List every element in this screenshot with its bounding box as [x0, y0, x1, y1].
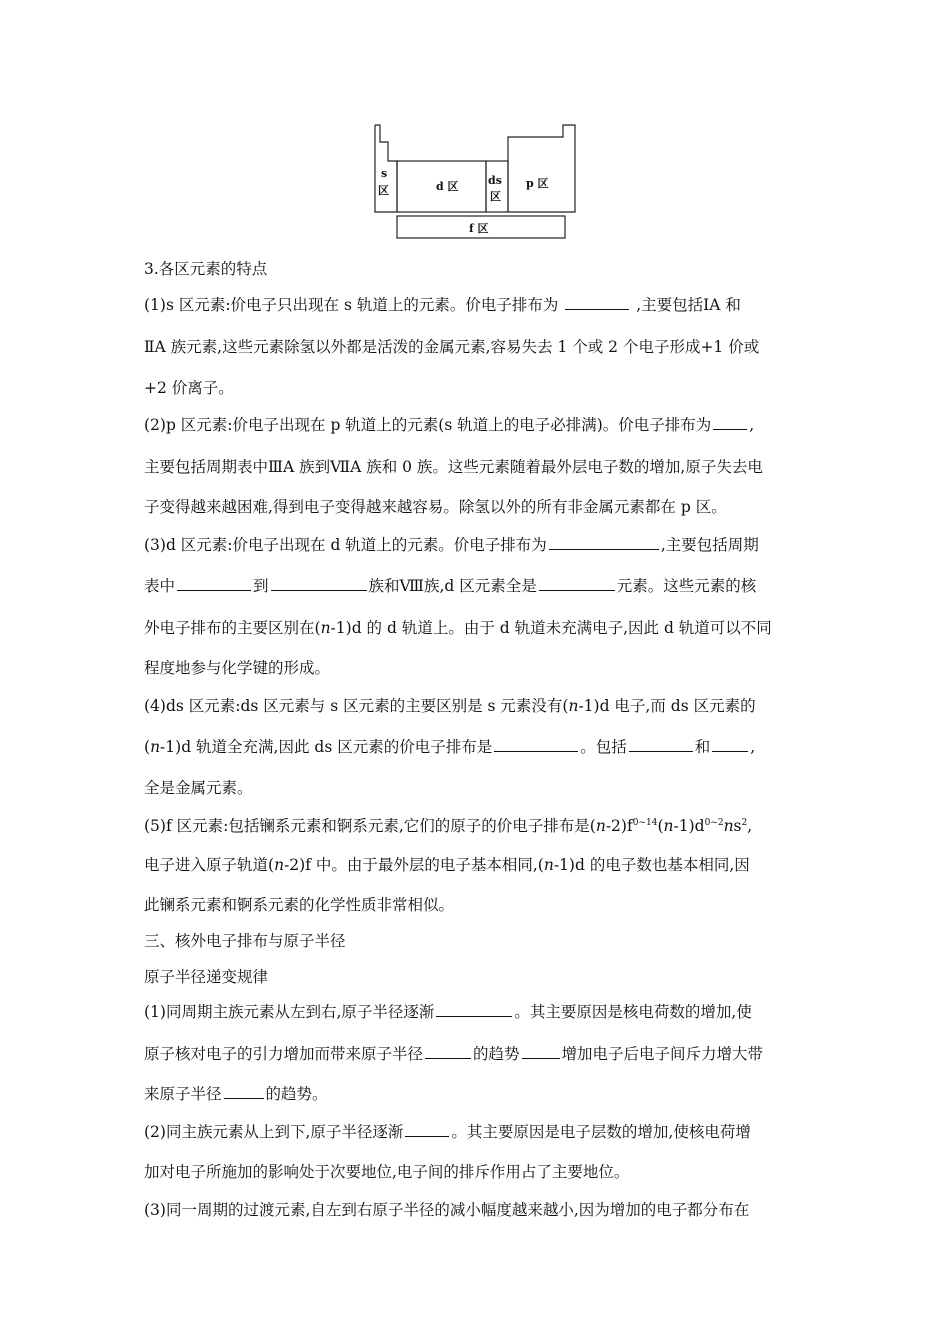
section-heading-three — [144, 930, 346, 952]
answer-blank[interactable] — [712, 736, 748, 752]
italic-n: n — [663, 817, 674, 835]
paragraph-line — [144, 575, 756, 597]
answer-blank[interactable] — [405, 1121, 449, 1137]
d-block-label: d 区 — [436, 180, 459, 193]
p-block-label: p 区 — [526, 177, 549, 190]
paragraph-line — [144, 1001, 752, 1023]
paragraph-line — [144, 414, 754, 436]
text-span: 外电子排布的主要区别在( — [144, 619, 321, 637]
text-span: 表中 — [144, 577, 176, 595]
text-span: -2)f — [605, 817, 633, 835]
answer-blank[interactable] — [522, 1043, 560, 1059]
italic-n: n — [274, 856, 285, 874]
text-span: 。其主要原因是核电荷数的增加,使 — [514, 1003, 752, 1021]
text-span: 和 — [694, 738, 711, 756]
paragraph-line — [144, 1043, 763, 1065]
text-span: +2 价离子。 — [144, 379, 234, 397]
paragraph-line — [144, 1199, 749, 1221]
text-span: 3.各区元素的特点 — [144, 260, 268, 278]
answer-blank[interactable] — [539, 575, 615, 591]
italic-n: n — [543, 856, 554, 874]
text-span: (3)d 区元素:价电子出现在 d 轨道上的元素。价电子排布为 — [144, 536, 547, 554]
ds-block-sub-label: 区 — [490, 190, 501, 203]
subheading — [144, 966, 268, 988]
paragraph-line — [144, 815, 752, 837]
s-block-sub-label: 区 — [378, 184, 389, 197]
text-span: (1)s 区元素:价电子只出现在 s 轨道上的元素。价电子排布为 — [144, 296, 559, 314]
text-span: 三、核外电子排布与原子半径 — [144, 932, 346, 950]
text-span: ,主要包括ⅠA 和 — [636, 296, 741, 314]
text-span: 全是金属元素。 — [144, 779, 253, 797]
text-span: 到 — [253, 577, 269, 595]
text-span: (1)同周期主族元素从左到右,原子半径逐渐 — [144, 1003, 435, 1021]
text-span: 原子核对电子的引力增加而带来原子半径 — [144, 1045, 424, 1063]
answer-blank[interactable] — [177, 575, 251, 591]
answer-blank[interactable] — [425, 1043, 471, 1059]
answer-blank[interactable] — [271, 575, 367, 591]
paragraph-line — [144, 336, 759, 358]
paragraph-line — [144, 657, 330, 679]
italic-n: n — [568, 697, 579, 715]
periodic-table-block-diagram — [370, 120, 582, 245]
text-span: (5)f 区元素:包括镧系元素和锕系元素,它们的原子的价电子排布是( — [144, 817, 596, 835]
text-span: -1)d 的电子数也基本相同,因 — [553, 856, 750, 874]
text-span: 子变得越来越困难,得到电子变得越来越容易。除氢以外的所有非金属元素都在 p 区。 — [144, 498, 727, 516]
text-span: 程度地参与化学键的形成。 — [144, 659, 331, 677]
text-span: 的趋势。 — [265, 1085, 328, 1103]
text-span: -1)d 轨道全充满,因此 ds 区元素的价电子排布是 — [160, 738, 493, 756]
answer-blank[interactable] — [629, 736, 693, 752]
text-span: 元素。这些元素的核 — [616, 577, 757, 595]
italic-n: n — [150, 738, 161, 756]
text-span: ( — [144, 738, 151, 756]
text-span: ( — [657, 817, 664, 835]
text-span: 来原子半径 — [144, 1085, 222, 1103]
paragraph-line — [144, 1121, 751, 1143]
ds-block-label: ds — [488, 174, 502, 187]
paragraph-line — [144, 854, 750, 876]
text-span: , — [750, 738, 756, 756]
paragraph-line — [144, 294, 741, 316]
text-span: 。其主要原因是电子层数的增加,使核电荷增 — [451, 1123, 751, 1141]
italic-n: n — [723, 817, 734, 835]
text-span: 的趋势 — [473, 1045, 520, 1063]
f-block-label: f 区 — [469, 222, 489, 235]
text-span: -1)d — [673, 817, 705, 835]
italic-n: n — [320, 619, 331, 637]
text-span: ⅡA 族元素,这些元素除氢以外都是活泼的金属元素,容易失去 1 个或 2 个电子形成+1 价或 — [144, 338, 760, 356]
text-span: (3)同一周期的过渡元素,自左到右原子半径的减小幅度越来越小,因为增加的电子都分布在 — [144, 1201, 750, 1219]
text-span: (4)ds 区元素:ds 区元素与 s 区元素的主要区别是 s 元素没有( — [144, 697, 569, 715]
paragraph-line — [144, 1161, 629, 1183]
superscript: 0~2 — [704, 817, 724, 828]
text-span: -2)f 中。由于最外层的电子基本相同,( — [284, 856, 544, 874]
paragraph-line — [144, 695, 756, 717]
text-span: -1)d 电子,而 ds 区元素的 — [578, 697, 756, 715]
answer-blank[interactable] — [436, 1001, 512, 1017]
text-span: (2)p 区元素:价电子出现在 p 轨道上的元素(s 轨道上的电子必排满)。价电子排布为 — [144, 416, 712, 434]
italic-n: n — [595, 817, 606, 835]
s-block-label: s — [381, 167, 388, 180]
section-heading-3 — [144, 258, 267, 280]
paragraph-line — [144, 777, 253, 799]
text-span: 。包括 — [580, 738, 627, 756]
paragraph-line — [144, 736, 755, 758]
text-span: 电子进入原子轨道( — [144, 856, 275, 874]
answer-blank[interactable] — [713, 414, 747, 430]
paragraph-line — [144, 456, 763, 478]
text-span: 此镧系元素和锕系元素的化学性质非常相似。 — [144, 896, 455, 914]
answer-blank[interactable] — [494, 736, 578, 752]
text-span: 族和Ⅷ族,d 区元素全是 — [368, 577, 537, 595]
text-span: 主要包括周期表中ⅢA 族到ⅦA 族和 0 族。这些元素随着最外层电子数的增加,原子失去电 — [144, 458, 763, 476]
superscript: 0~14 — [632, 817, 658, 828]
paragraph-line — [144, 894, 454, 916]
text-span: 原子半径递变规律 — [144, 968, 269, 986]
superscript: 2 — [741, 817, 748, 828]
answer-blank[interactable] — [549, 534, 659, 550]
text-span: , — [747, 817, 753, 835]
paragraph-line — [144, 1083, 328, 1105]
paragraph-line — [144, 617, 772, 639]
text-span: s — [733, 817, 742, 835]
text-span: (2)同主族元素从上到下,原子半径逐渐 — [144, 1123, 404, 1141]
paragraph-line — [144, 377, 234, 399]
text-span: , — [749, 416, 755, 434]
paragraph-line — [144, 496, 727, 518]
text-span: 加对电子所施加的影响处于次要地位,电子间的排斥作用占了主要地位。 — [144, 1163, 630, 1181]
paragraph-line — [144, 534, 759, 556]
answer-blank[interactable] — [224, 1083, 264, 1099]
text-span: ,主要包括周期 — [660, 536, 759, 554]
text-span: 增加电子后电子间斥力增大带 — [561, 1045, 764, 1063]
answer-blank[interactable] — [565, 294, 629, 310]
text-span: -1)d 的 d 轨道上。由于 d 轨道未充满电子,因此 d 轨道可以不同 — [330, 619, 772, 637]
